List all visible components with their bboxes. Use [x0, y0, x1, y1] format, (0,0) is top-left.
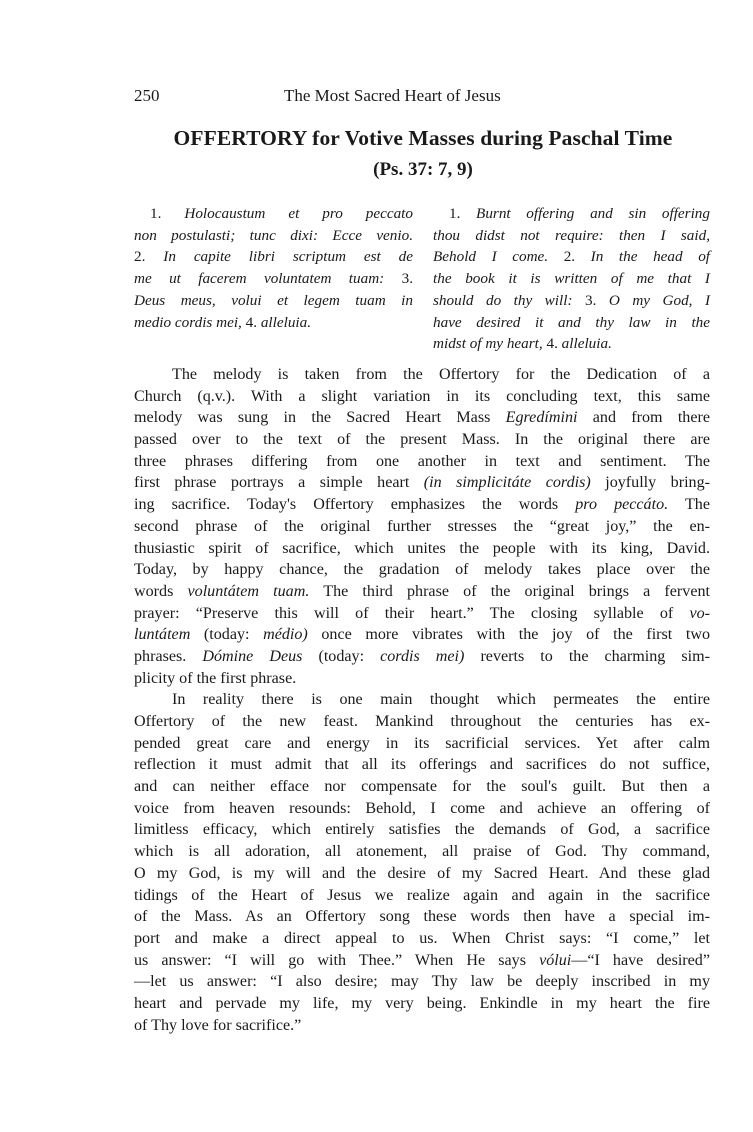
english-line: midst of my heart, 4. alleluia. [433, 335, 612, 353]
body-line: luntátem (today: médio) once more vibrates with the joy of the first two [134, 626, 710, 644]
english-line: thou didst not require: then I said, [433, 226, 710, 244]
body-line: of Thy love for sacrifice.” [134, 1016, 302, 1034]
body-line: second phrase of the original further stresses the “great joy,” the en- [134, 517, 710, 535]
latin-line: 2. In capite libri scriptum est de [134, 248, 413, 266]
body-line: limitless efficacy, which entirely satisfies the demands of God, a sacrifice [134, 821, 710, 839]
body-line: ing sacrifice. Today's Offertory emphasizes the words pro peccáto. The [134, 496, 710, 514]
body-line: pended great care and energy in its sacrificial services. Yet after calm [134, 734, 710, 752]
english-line: have desired it and thy law in the [433, 313, 710, 331]
body-line: heart and pervade my life, my very being. Enkindle in my heart the fire [134, 994, 710, 1012]
running-head [134, 86, 710, 108]
body-line: phrases. Dómine Deus (today: cordis mei) reverts to the charming sim- [134, 647, 710, 665]
english-line: the book it is written of me that I [433, 270, 710, 288]
body-line: and can neither efface nor compensate for the soul's guilt. But then a [134, 778, 710, 796]
body-line: melody was sung in the Sacred Heart Mass Egredímini and from there [134, 409, 710, 427]
body-line: words voluntátem tuam. The third phrase of the original brings a fervent [134, 582, 710, 600]
body-line: Offertory of the new feast. Mankind throughout the centuries has ex- [134, 713, 710, 730]
body-line: voice from heaven resounds: Behold, I come and achieve an offering of [134, 799, 710, 817]
english-line: Behold I come. 2. In the head of [433, 248, 711, 266]
latin-line: me ut facerem voluntatem tuam: 3. [134, 270, 413, 288]
psalm-reference: (Ps. 37: 7, 9) [373, 159, 473, 180]
commentary-text [134, 364, 710, 1036]
english-line: 1. Burnt offering and sin offering [449, 205, 710, 222]
body-line: three phrases differing from one another in text and sentiment. The [134, 452, 710, 470]
body-line: The melody is taken from the Offertory for the Dedication of a [172, 366, 710, 383]
latin-line: non postulasti; tunc dixi: Ecce venio. [134, 226, 413, 244]
english-text-column [433, 203, 710, 355]
body-line: —let us answer: “I also desire; may Thy law be deeply inscribed in my [134, 973, 710, 991]
body-line: thusiastic spirit of sacrifice, which unites the people with its king, David. [134, 539, 710, 557]
body-line: reflection it must admit that all its offerings and sacrifices do not suffice, [134, 756, 710, 774]
body-line: which is all adoration, all atonement, all praise of God. Thy command, [134, 843, 710, 861]
latin-text-column [134, 203, 413, 333]
body-line: In reality there is one main thought which permeates the entire [172, 691, 710, 709]
body-line: passed over to the text of the present Mass. In the original there are [134, 431, 710, 449]
body-line: first phrase portrays a simple heart (in simplicitáte cordis) joyfully bring- [134, 474, 710, 492]
body-line: prayer: “Preserve this will of their heart.” The closing syllable of vo- [134, 604, 710, 622]
body-line: us answer: “I will go with Thee.” When He says vólui—“I have desired” [134, 951, 711, 969]
latin-line: Deus meus, volui et legem tuam in [134, 291, 413, 309]
body-line: of the Mass. As an Offertory song these words then have a special im- [134, 908, 710, 926]
page-number: 250 [134, 86, 160, 105]
body-line: Church (q.v.). With a slight variation in its concluding text, this same [134, 387, 710, 405]
offertory-heading: OFFERTORY for Votive Masses during Paschal Time [173, 126, 673, 150]
latin-line: 1. Holocaustum et pro peccato [150, 205, 413, 222]
body-line: plicity of the first phrase. [134, 669, 297, 687]
running-title: The Most Sacred Heart of Jesus [284, 86, 501, 105]
english-line: should do thy will: 3. O my God, I [433, 291, 711, 309]
body-line: tidings of the Heart of Jesus we realize again and again in the sacrifice [134, 886, 710, 904]
body-line: port and make a direct appeal to us. When Christ says: “I come,” let [134, 929, 710, 947]
latin-line: medio cordis mei, 4. alleluia. [134, 313, 312, 331]
body-line: O my God, is my will and the desire of my Sacred Heart. And these glad [134, 864, 710, 882]
body-line: Today, by happy chance, the gradation of melody takes place over the [134, 561, 710, 579]
